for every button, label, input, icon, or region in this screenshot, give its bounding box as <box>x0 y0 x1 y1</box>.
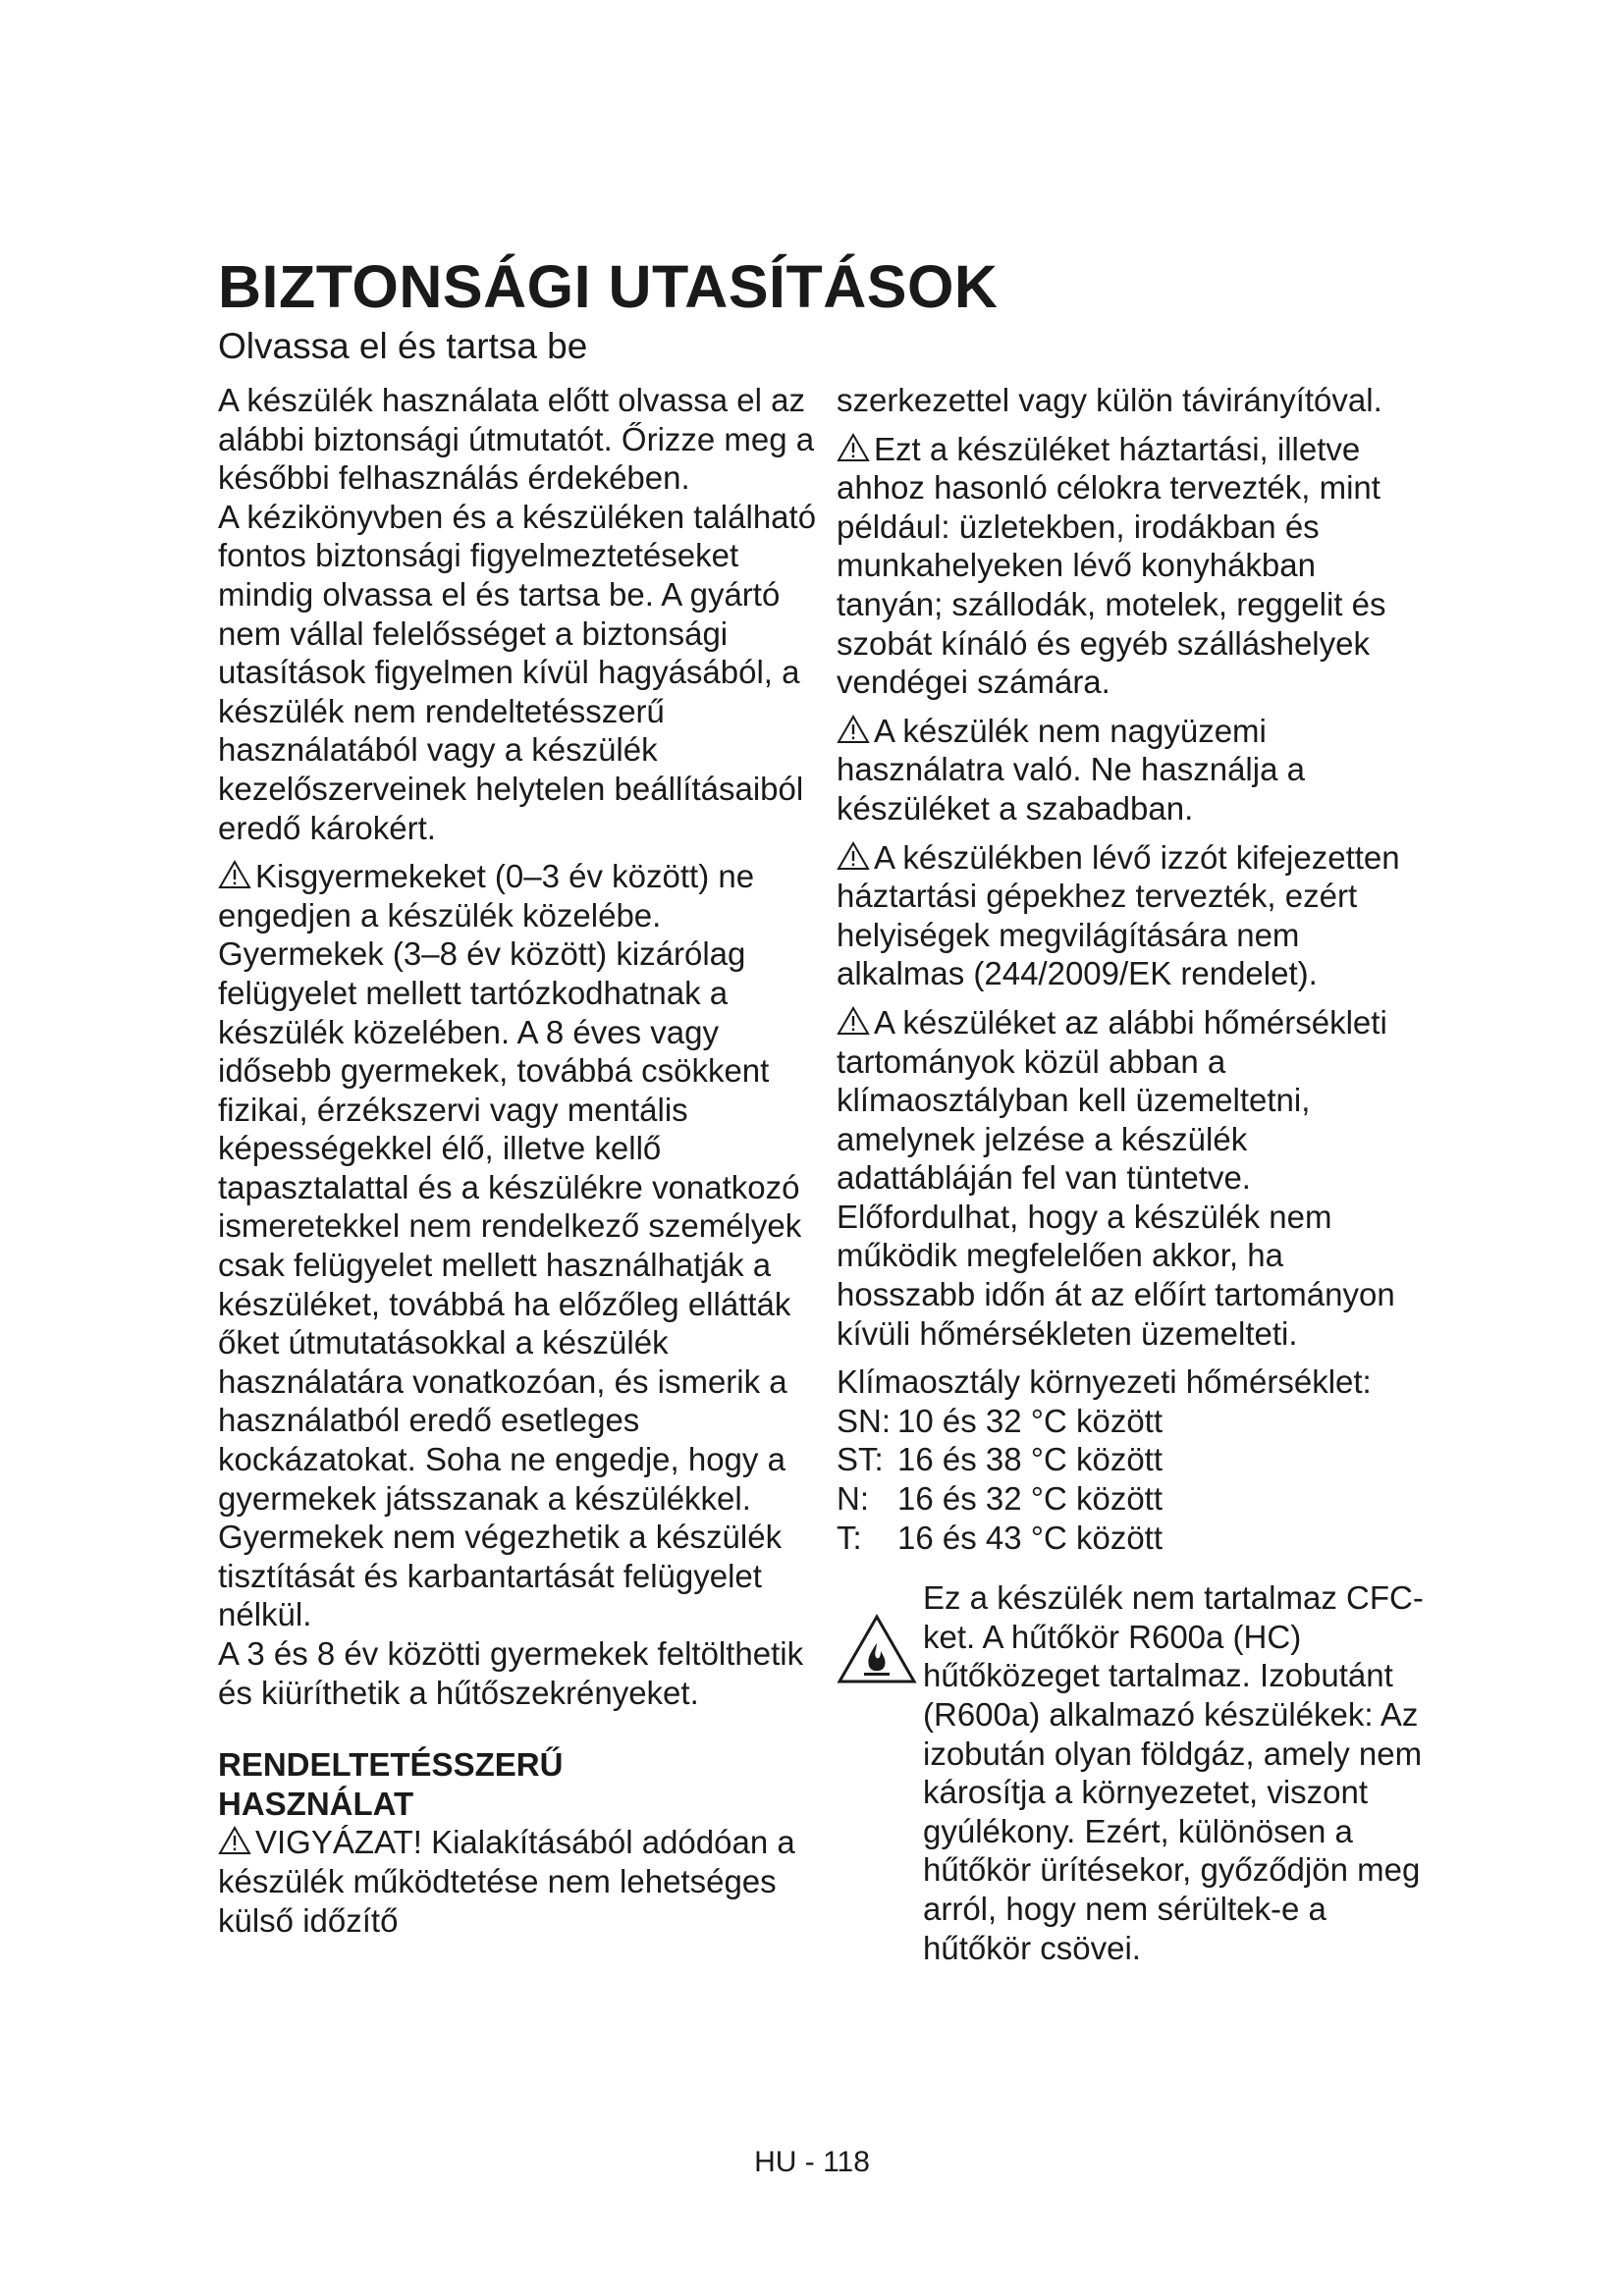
responsibility-paragraph: A kézikönyvben és a készüléken található fontos biztonsági figyelmeztetéseket mindig olvassa el és tartsa be. A gyártó nem vállal felelősséget a biztonsági utasítások figyelmen kívül hagyásából, a készülék nem rendeltetésszerű használatából vagy a készülék kezelőszerveinek helytelen beállításaiból eredő károkért. <box>218 498 817 846</box>
outdoor-use-paragraph: A készülék nem nagyüzemi használatra való. Ne használja a készüléket a szabadban. <box>837 712 1305 827</box>
timer-continuation-paragraph: szerkezettel vagy külön távirányítóval. <box>837 382 1382 418</box>
climate-class-row: T: 16 és 43 °C között <box>837 1519 1164 1556</box>
right-column <box>837 381 1426 1967</box>
climate-class-paragraph: A készüléket az alábbi hőmérsékleti tartományok közül abban a klímaosztályban kell üzemeltetni, amelynek jelzése a készülék adattábláján fel van tüntetve. Előfordulhat, hogy a készülék nem működik megfelelően akkor, ha hosszabb időn át az előírt tartományon kívüli hőmérsékleten üzemelteti. <box>837 1003 1395 1352</box>
flammable-warning-icon <box>837 1614 917 1684</box>
household-use-paragraph: Ezt a készüléket háztartási, illetve ahhoz hasonló célokra tervezték, mint például: üzletekben, irodákban és munkahelyeken lévő konyhákban tanyán; szállodák, motelek, reggelit és szobát kínáló és egyéb szálláshelyek vendégei számára. <box>837 430 1386 701</box>
warning-triangle-icon <box>837 841 870 871</box>
climate-class-row: ST: 16 és 38 °C között <box>837 1441 1164 1478</box>
climate-class-heading: Klímaosztály környezeti hőmérséklet: <box>837 1363 1372 1401</box>
warning-triangle-icon <box>837 1006 870 1036</box>
warning-triangle-icon <box>837 433 870 462</box>
page-subtitle: Olvassa el és tartsa be <box>218 326 588 366</box>
section-heading-line-1: RENDELTETÉSSZERŰ <box>218 1746 564 1784</box>
warning-triangle-icon <box>218 1826 251 1855</box>
refill-paragraph: A 3 és 8 év közötti gyermekek feltölthetik és kiüríthetik a hűtőszekrényeket. <box>218 1635 804 1711</box>
section-heading-line-2: HASZNÁLAT <box>218 1785 414 1822</box>
climate-class-list <box>837 1402 1426 1557</box>
bulb-paragraph: A készülékben lévő izzót kifejezetten háztartási gépekhez tervezték, ezért helyiségek megvilágítására nem alkalmas (244/2009/EK rendelet). <box>837 838 1400 992</box>
refrigerant-paragraph: Ez a készülék nem tartalmaz CFC-ket. A hűtőkör R600a (HC) hűtőközeget tartalmaz. Izobutánt (R600a) alkalmazó készülékek: Az izobután olyan földgáz, amely nem károsítja a környezetet, viszont gyúlékony. Ezért, különösen a hűtőkör ürítésekor, győződjön meg arról, hogy nem sérültek-e a hűtőkör csövei. <box>923 1579 1424 1966</box>
warning-triangle-icon <box>218 860 251 889</box>
left-column <box>218 381 817 1940</box>
caution-paragraph: VIGYÁZAT! Kialakításából adódóan a készülék működtetése nem lehetséges külső időzítő <box>218 1824 795 1939</box>
page-number: HU - 118 <box>754 2146 870 2178</box>
page-title: BIZTONSÁGI UTASÍTÁSOK <box>218 253 999 320</box>
climate-class-row: N: 16 és 32 °C között <box>837 1480 1164 1518</box>
refrigerant-warning-block <box>837 1578 1426 1967</box>
warning-triangle-icon <box>837 715 870 744</box>
intro-paragraph: A készülék használata előtt olvassa el az alábbi biztonsági útmutatót. Őrizze meg a későbbi felhasználás érdekében. <box>218 382 815 497</box>
children-warning-paragraph: Kisgyermekeket (0–3 év között) ne engedjen a készülék közelébe. Gyermekek (3–8 év között) kizárólag felügyelet mellett tartózkodhatnak a készülék közelében. A 8 éves vagy idősebb gyermekek, továbbá csökkent fizikai, érzékszervi vagy mentális képességekkel élő, illetve kellő tapasztalattal és a készülékre vonatkozó ismeretekkel nem rendelkező személyek csak felügyelet mellett használhatják a készüléket, továbbá ha előzőleg ellátták őket útmutatásokkal a készülék használatára vonatkozóan, és ismerik a használatból eredő esetleges kockázatokat. Soha ne engedje, hogy a gyermekek játsszanak a készülékkel. Gyermekek nem végezhetik a készülék tisztítását és karbantartását felügyelet nélkül. <box>218 858 802 1633</box>
climate-class-row: SN: 10 és 32 °C között <box>837 1402 1164 1439</box>
